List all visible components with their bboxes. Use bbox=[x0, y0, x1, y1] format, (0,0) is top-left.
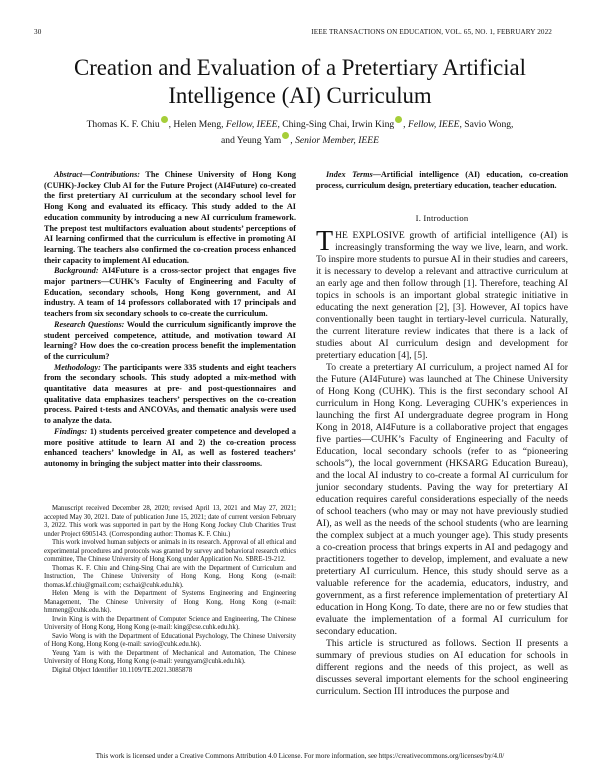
abstract-questions: Would the curriculum significantly improve the student perceived competence, attitude, and motivation toward AI learning? How does the co-creation process benefit the implementation of the curriculum? bbox=[44, 319, 296, 361]
footnote: Helen Meng is with the Department of Systems Engineering and Engineering Management, The Chinese University of Hong Kong, Hong Kong (e-mail: hmmeng@cuhk.edu.hk). bbox=[44, 590, 296, 614]
index-terms-text: Artificial intelligence (AI) education, co-creation process, curriculum design, pretertiary education, teacher education. bbox=[316, 170, 568, 190]
footnote: Yeung Yam is with the Department of Mechanical and Automation, The Chinese University of Hong Kong, Hong Kong (e-mail: yeungyam@cuhk.edu.hk). bbox=[44, 649, 296, 665]
abstract-findings: 1) students perceived greater competence and developed a more positive attitude to learn AI and 2) the co-creation process enhanced teachers’ knowledge in AI, as well as fostered teachers’ autonomy in bringing the subject matter into their classrooms. bbox=[44, 426, 296, 468]
background-label: Background: bbox=[54, 266, 99, 276]
index-terms bbox=[316, 170, 568, 191]
author-role: Fellow, IEEE bbox=[225, 119, 278, 131]
journal-header: IEEE TRANSACTIONS ON EDUCATION, VOL. 65, NO. 1, FEBRUARY 2022 bbox=[311, 28, 552, 36]
intro-paragraph-1: HE EXPLOSIVE growth of artificial intelligence (AI) is increasingly transforming the way we live, learn, and work. To inspire more students to pursue AI in their studies and careers, it is necessary to develop a relevant and attractive curriculum at an early age and then follow through [1]. Therefore, teaching AI topics in schools is an important global strategic initiative in educating the next generation [2], [3]. However, AI topics have conventionally been taught in tertiary-level curricula. Naturally, the current literature review indicates that there is a lack of studies about AI curriculum design and development for pretertiary education [4], [5]. bbox=[316, 230, 568, 362]
questions-label: Research Questions: bbox=[54, 319, 125, 329]
intro-body bbox=[316, 226, 568, 698]
orcid-icon[interactable] bbox=[161, 116, 168, 123]
author-list: Thomas K. F. Chiu , Helen Meng, Fellow, IEEE, Ching-Sing Chai, Irwin King , Fellow, IEEE, Savio Wong, and Yeung Yam , Senior Member, IEEE bbox=[40, 116, 560, 147]
author-chiu: Thomas K. F. Chiu bbox=[86, 119, 160, 131]
abstract-label: Abstract—Contributions: bbox=[54, 170, 140, 179]
author-yam: and Yeung Yam bbox=[221, 134, 282, 146]
author-role: Fellow, IEEE bbox=[407, 119, 460, 131]
page-number: 30 bbox=[34, 28, 42, 36]
license-notice[interactable]: This work is licensed under a Creative Commons Attribution 4.0 License. For more information, see https://creativecommons.org/licenses/by/4.0/ bbox=[95, 752, 505, 760]
abstract bbox=[44, 170, 296, 470]
abstract-background: AI4Future is a cross-sector project that engages five major partners—CUHK’s Faculty of Engineering and Faculty of Education, secondary schools, Hong Kong government, and AI industry. A team of 14 professors collaborated with 17 principals and teachers from six secondary schools to co-create the curriculum. bbox=[44, 266, 296, 319]
paper-title: Creation and Evaluation of a Pretertiary Artificial Intelligence (AI) Curriculum bbox=[74, 55, 526, 108]
right-column bbox=[316, 170, 568, 698]
section-heading: I. Introduction bbox=[415, 213, 469, 224]
footnote: Thomas K. F. Chiu and Ching-Sing Chai are with the Department of Curriculum and Instruction, The Chinese University of Hong Kong, Hong Kong (e-mail: thomas.kf.chiu@gmail.com; cschai@cuhk.edu.hk). bbox=[44, 564, 296, 589]
author-role: Senior Member, IEEE bbox=[295, 134, 379, 146]
intro-paragraph-3: This article is structured as follows. Section II presents a summary of previous studies on AI education for schools in different regions and the needs of this project, as well as discusses several important elements for the school engineering curriculum. Section III introduces the purpose and bbox=[316, 638, 568, 698]
dropcap: T bbox=[316, 226, 334, 258]
footnote: Irwin King is with the Department of Computer Science and Engineering, The Chinese University of Hong Kong, Hong Kong (e-mail: king@cse.cuhk.edu.hk). bbox=[44, 615, 296, 631]
author-meng: , Helen Meng, bbox=[168, 119, 226, 131]
orcid-icon[interactable] bbox=[282, 132, 289, 139]
footnote: Savio Wong is with the Department of Educational Psychology, The Chinese University of Hong Kong, Hong Kong (e-mail: savio@cuhk.edu.hk). bbox=[44, 632, 296, 648]
author-wong: , Savio Wong, bbox=[459, 119, 514, 131]
abstract-contributions: The Chinese University of Hong Kong (CUHK)-Jockey Club AI for the Future Project (AI4Future) co-created the first pretertiary AI curriculum at the secondary school level for Hong Kong and evaluated its efficacy. This study added to the AI education community by introducing a new AI curriculum framework. The prepost test multifactors evaluation about students’ perceptions of AI learning confirmed that the curriculum is effective in promoting AI learning. The teachers also confirmed the co-creation process enhanced their capacity to implement AI education. bbox=[44, 170, 296, 265]
findings-label: Findings: bbox=[54, 426, 88, 436]
intro-paragraph-2: To create a pretertiary AI curriculum, a project named AI for the Future (AI4Future) was launched at The Chinese University of Hong Kong (CUHK). This is the first secondary school AI curriculum in Hong Kong. Leveraging CUHK’s experiences in launching the first AI undergraduate degree program in Hong Kong in 2018, AI4Future is a collaborative project that engages five parties—CUHK’s Faculty of Engineering and Faculty of Education, local secondary schools (refer to as “pioneering schools”), the local government (HKSARG Education Bureau), and the local AI industry to co-create a formal AI curriculum for junior secondary students. Paving the way for pretertiary AI education requires careful considerations especially of the needs of school teachers (who may or may not have previously studied AI), as well as the needs of the school students (who are learning the complex subject at a much younger age). This study presents a co-creation process that brings experts in AI and pedagogy and practitioners together to develop, implement, and evaluate a new pretertiary AI curriculum. Hence, this study should serve as a valuable reference for the academia, educators, industry, and government, as a first reference implementation of pretertiary AI education in Hong Kong. To date, there are no or few studies that evaluate the implementation of a formal AI curriculum for secondary education. bbox=[316, 362, 568, 638]
index-terms-label: Index Terms— bbox=[326, 170, 381, 179]
abstract-methodology: The participants were 335 students and eight teachers from the secondary schools. This study adopted a mix-method with quantitative data measures at pre- and post-questionnaires and qualitative data emphasizes teachers’ perspectives on the co-creation process. Paired t-tests and ANCOVAs, and thematic analysis were used to analyze the data. bbox=[44, 362, 296, 426]
author-chai-king: , Ching-Sing Chai, Irwin King bbox=[277, 119, 395, 131]
orcid-icon[interactable] bbox=[395, 116, 402, 123]
footnote: Manuscript received December 28, 2020; revised April 13, 2021 and May 27, 2021; accepted May 30, 2021. Date of publication June 15, 2021; date of current version February 3, 2022. This work was supported in part by the Hong Kong Jockey Club Charities Trust under Project 6905143. (Corresponding author: Thomas K. F. Chiu.) bbox=[44, 505, 296, 538]
footnote: This work involved human subjects or animals in its research. Approval of all ethical and experimental procedures and protocols was granted by survey and behavioral research ethics committee, The Chinese University of Hong Kong under Application No. SBRE-19-212. bbox=[44, 539, 296, 563]
methodology-label: Methodology: bbox=[54, 362, 101, 372]
doi[interactable]: Digital Object Identifier 10.1109/TE.2021.3085878 bbox=[52, 666, 193, 674]
footnotes bbox=[44, 505, 296, 675]
